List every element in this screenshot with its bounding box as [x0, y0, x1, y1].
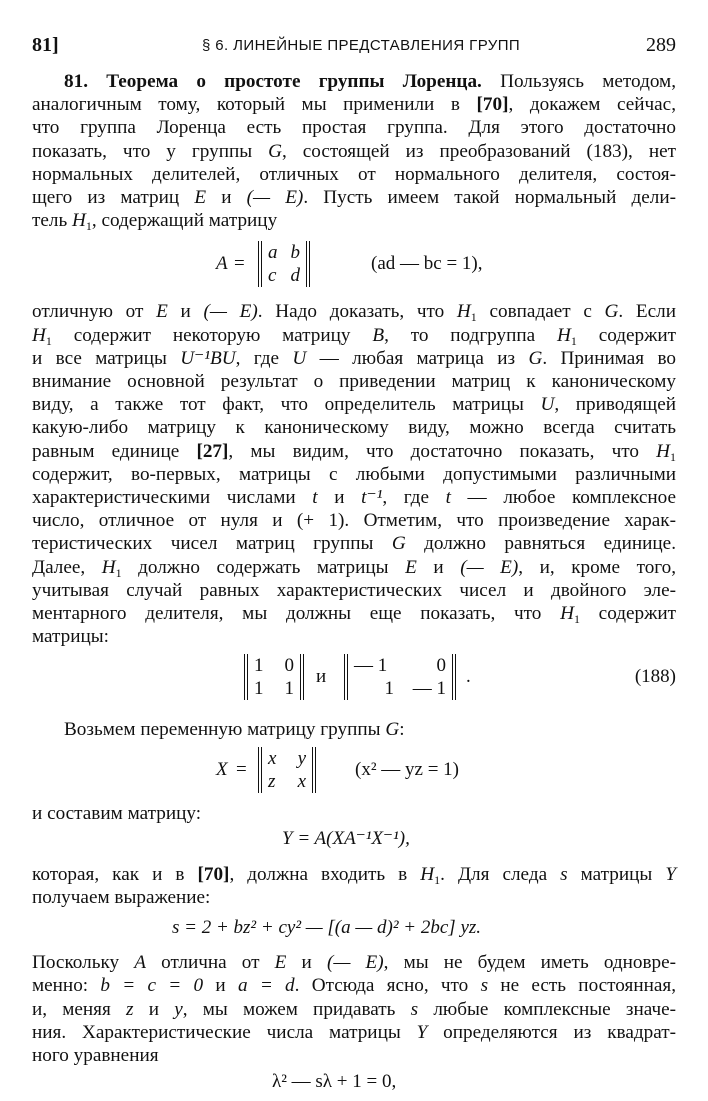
- text-line: Поскольку A отлична от E и (— E), мы не будем иметь одновре-: [32, 952, 677, 974]
- text-line: число, отличное от нуля и (+ 1). Отметим, что произведение харак-: [32, 510, 676, 532]
- determinant-condition: (ad — bc = 1),: [371, 253, 483, 275]
- formula-trace-s: s = 2 + bz² + cy² — [(a — d)² + 2bc] yz.: [172, 917, 482, 939]
- book-page: [32, 34, 676, 1101]
- text-line: учитывая случай равных характеристических чисел и двойного эле-: [32, 579, 676, 601]
- citation: [27]: [196, 440, 229, 462]
- text-line: матрицы:: [32, 626, 110, 648]
- paragraph-characteristic: [32, 951, 676, 1067]
- formula-matrix-A: A = a b c d (ad — bc = 1),: [216, 242, 483, 287]
- paragraph-trace: [32, 863, 676, 909]
- text-line: щего из матриц E и (— E). Пусть имеем такой нормальный дели-: [32, 187, 676, 209]
- formula-matrix-X: X = x y z x (x² — yz = 1): [216, 747, 459, 792]
- text-line: характеристическими числами t и t⁻¹, где t — любое комплексное: [32, 487, 677, 509]
- text-line: 81. Теорема о простоте группы Лоренца. Пользуясь методом,: [64, 71, 676, 92]
- theorem-paragraph: [32, 70, 676, 232]
- text-line: ного уравнения: [32, 1045, 159, 1067]
- text-line: какую-либо матрицу к каноническому виду, можно всегда считать: [32, 417, 676, 439]
- text-line: менно: b = c = 0 и a = d. Отсюда ясно, что s не есть постоянная,: [32, 975, 677, 997]
- text-line: ния. Характеристические числа матрицы Y определяются из квадрат-: [32, 1021, 676, 1043]
- matrix-A: a b c d: [258, 241, 310, 287]
- text-line: содержит, во-первых, матрицы с любыми допустимыми различными: [32, 463, 676, 485]
- text-line: внимание основной результат о приведении матриц к каноническому: [32, 371, 676, 393]
- text-line: тель $H_1$, содержащий матрицу: [32, 210, 278, 234]
- paragraph-compose: [32, 802, 676, 825]
- text-line: виду, а также тот факт, что определитель матрицы U, приводящей: [32, 394, 676, 416]
- matrix-188-first: 1 0 1 1: [244, 654, 304, 700]
- section-number: 81]: [32, 34, 59, 56]
- formula-Y: Y = A(XA⁻¹X⁻¹),: [282, 827, 410, 849]
- page-number: 289: [646, 34, 676, 56]
- matrix-X: x y z x: [258, 747, 316, 793]
- text-line: теристических чисел матриц группы G должно равняться единице.: [32, 533, 676, 555]
- text-line: нормальных делителей, отличных от нормального делителя, состоя-: [32, 163, 676, 185]
- matrix-188-second: — 1 0 1 — 1: [344, 654, 456, 700]
- text-line: и все матрицы U⁻¹BU, где U — любая матрица из G. Принимая во: [32, 347, 676, 369]
- text-line: что группа Лоренца есть простая группа. Для этого достаточно: [32, 117, 676, 139]
- paragraph-variable-matrix: [32, 718, 676, 741]
- text-line: аналогичным тому, который мы применили в [70], докажем сейчас,: [32, 94, 676, 116]
- group-condition: (x² — yz = 1): [355, 758, 459, 780]
- text-line: Далее, $H_1$ должно содержать матрицы E и (— E), и, кроме того,: [32, 556, 677, 580]
- text-line: ментарного делителя, мы должны еще показать, что $H_1$ содержит: [32, 603, 677, 627]
- equation-number: (188): [634, 666, 676, 688]
- text-line: показать, что у группы G, состоящей из преобразований (183), нет: [32, 140, 676, 162]
- formula-quadratic: λ² — sλ + 1 = 0,: [272, 1071, 397, 1093]
- text-line: получаем выражение:: [32, 887, 211, 909]
- theorem-title: 81. Теорема о простоте группы Лоренца.: [64, 71, 482, 92]
- text-line: равным единице [27], мы видим, что достаточно показать, что $H_1$: [32, 440, 676, 464]
- proof-paragraph: [32, 300, 676, 648]
- text-line: Возьмем переменную матрицу группы G:: [64, 719, 405, 741]
- text-line: и, меняя z и y, мы можем придавать s любые комплексные значе-: [32, 998, 677, 1020]
- citation: [70]: [476, 94, 509, 116]
- text-line: отличную от E и (— E). Надо доказать, что $H_1$ совпадает с G. Если: [32, 301, 676, 325]
- citation: [70]: [197, 863, 230, 885]
- text-line: и составим матрицу:: [32, 802, 202, 824]
- text-line: которая, как и в [70], должна входить в $H_1$. Для следа s матрицы Y: [32, 863, 677, 887]
- running-title: § 6. ЛИНЕЙНЫЕ ПРЕДСТАВЛЕНИЯ ГРУПП: [202, 37, 521, 54]
- running-header: [32, 34, 676, 60]
- text-line: $H_1$ содержит некоторую матрицу B, то подгруппа $H_1$ содержит: [32, 324, 677, 348]
- formula-188: 1 0 1 1 и — 1 0 1 — 1 . (188): [32, 650, 676, 712]
